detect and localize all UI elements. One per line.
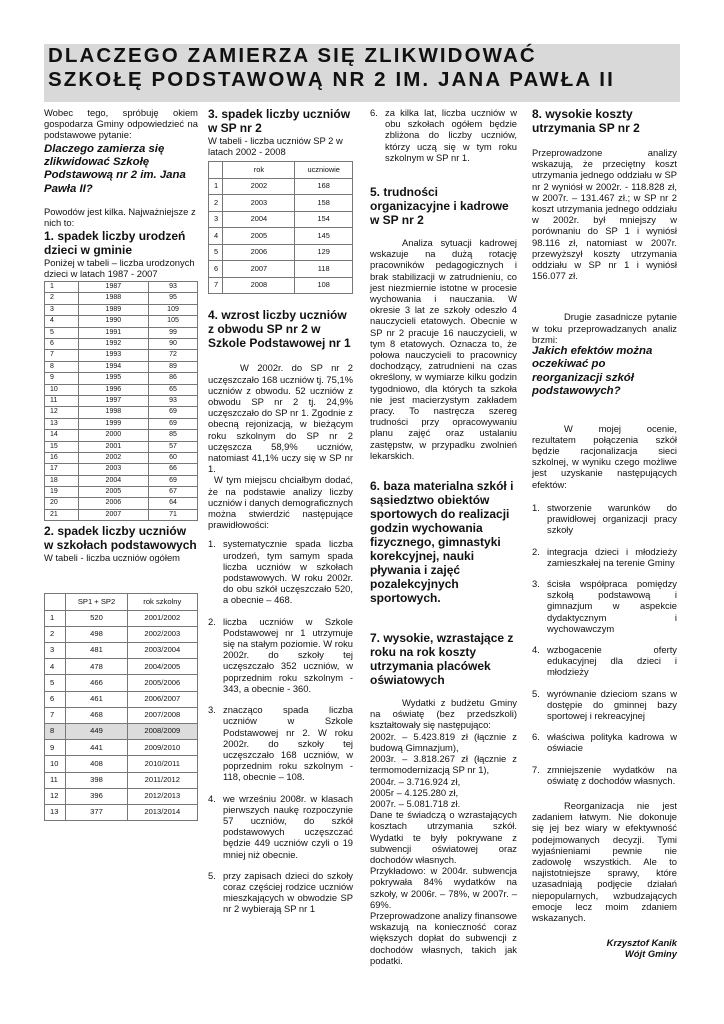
title-line-1: DLACZEGO ZAMIERZA SIĘ ZLIKWIDOWAĆ bbox=[48, 44, 537, 67]
table-cell: 396 bbox=[66, 788, 127, 804]
table-cell: 449 bbox=[66, 723, 127, 739]
table-cell: 2008/2009 bbox=[127, 723, 197, 739]
cost-line: 2003r. – 3.818.267 zł (łącznie z termomodernizacją SP nr 1), bbox=[370, 753, 517, 776]
column-4 bbox=[532, 107, 677, 960]
list-number: 3. bbox=[208, 704, 216, 716]
effects-intro: W mojej ocenie, rezultatem połączenia szkół będzie racjonalizacja sieci szkolnej, w wyniku czego możliwe jest uzyskanie następujących efektów: bbox=[532, 422, 677, 490]
table-cell: 89 bbox=[149, 361, 198, 372]
table-row bbox=[45, 643, 198, 659]
table-row bbox=[45, 756, 198, 772]
table-row bbox=[45, 804, 198, 820]
list-text: systematycznie spada liczba urodzeń, tym samym spada liczba uczniów w szkołach podstawowych. W roku 2002r. do obu szkół uczęszczało 520, a obecnie – 468. bbox=[223, 538, 353, 606]
table-row bbox=[209, 178, 353, 195]
table-cell: 468 bbox=[66, 707, 127, 723]
table-cell: 60 bbox=[149, 452, 198, 463]
table-cell: 2 bbox=[45, 293, 79, 304]
sp2-pupils-table bbox=[208, 161, 353, 294]
list-item bbox=[532, 764, 677, 786]
table-cell: SP1 + SP2 bbox=[66, 594, 127, 610]
table-row bbox=[45, 452, 198, 463]
table-cell: 5 bbox=[209, 244, 223, 261]
list-text: wyrównanie dzieciom szans w dostępie do gminnej bazy sportowej i rekreacyjnej bbox=[547, 687, 677, 721]
list-item bbox=[208, 870, 353, 915]
table-cell: 408 bbox=[66, 756, 127, 772]
section-6-heading: 6. baza materialna szkół i sąsiedztwo obiektów sportowych do realizacji godzin wychowania fizycznego, gimnastyki korekcyjnej, nauki pływania i zajęć pozalekcyjnych sportowych. bbox=[370, 479, 514, 606]
cost-line: 2007r. – 5.081.718 zł. bbox=[370, 797, 461, 809]
list-text: przy zapisach dzieci do szkoły coraz częściej rodzice uczniów mieszkających w obwodzie SP nr 2 wybierają SP nr 1 bbox=[223, 869, 353, 915]
table-cell: 7 bbox=[209, 277, 223, 294]
section-8-heading: 8. wysokie koszty utrzymania SP nr 2 bbox=[532, 107, 640, 135]
table-cell: 1990 bbox=[78, 316, 148, 327]
table-cell: 2005 bbox=[223, 228, 295, 245]
table-cell: 1996 bbox=[78, 384, 148, 395]
table-row bbox=[45, 407, 198, 418]
table-cell: 461 bbox=[66, 691, 127, 707]
table-cell: 1999 bbox=[78, 418, 148, 429]
table-cell: 398 bbox=[66, 772, 127, 788]
list-item bbox=[532, 546, 677, 568]
table-cell: 64 bbox=[149, 498, 198, 509]
table-cell: 466 bbox=[66, 675, 127, 691]
table-cell: 2013/2014 bbox=[127, 804, 197, 820]
section-1-desc: Poniżej w tabeli – liczba urodzonych dzieci w latach 1987 - 2007 bbox=[44, 256, 195, 279]
section-4-heading: 4. wzrost liczby uczniów z obwodu SP nr 2 w Szkole Podstawowej nr 1 bbox=[208, 308, 351, 351]
table-row bbox=[45, 430, 198, 441]
list-item bbox=[208, 538, 353, 605]
table-cell: 69 bbox=[149, 407, 198, 418]
table-row bbox=[45, 384, 198, 395]
table-cell: 93 bbox=[149, 282, 198, 293]
table-row bbox=[45, 691, 198, 707]
table-cell: 2003 bbox=[223, 195, 295, 212]
table-row bbox=[209, 277, 353, 294]
table-cell: 2004 bbox=[223, 211, 295, 228]
list-item bbox=[208, 793, 353, 860]
list-item bbox=[208, 704, 353, 782]
table-header bbox=[45, 594, 198, 610]
table-cell: 12 bbox=[45, 788, 66, 804]
section-7-paragraph-c: Przykładowo: w 2004r. subwencja pokrywała 84% wydatków na szkoły, w 2006r. – 78%, w 2007r. – 69%. bbox=[370, 865, 517, 910]
table-row bbox=[45, 339, 198, 350]
table-row bbox=[45, 475, 198, 486]
list-number: 2. bbox=[532, 545, 540, 557]
table-cell: 69 bbox=[149, 475, 198, 486]
table-cell: 1991 bbox=[78, 327, 148, 338]
table-row bbox=[209, 195, 353, 212]
section-5-paragraph: Analiza sytuacji kadrowej wskazuje na dużą rotację pracowników pedagogicznych i brak stabilizacji w zatrudnieniu, co jest niezmiernie istotne w procesie wychowania i nauczania. W okresie 3 lat ze szkoły odeszło 4 nauczycieli etatowych. Obecnie w SP nr 2 pracuje 16 nauczycieli, w tym 8 etatowych. Oznacza to, że połowa nauczycieli to pracownicy dochodzący, zatrudnieni na czas określony, w wymiarze kilku godzin tygodniowo, dla których ta szkoła nie jest macierzystym zakładem pracy. To nastręcza szereg trudności przy opracowywaniu planu zajęć oraz ustalaniu zastępstw, w przypadku zwolnień lekarskich. bbox=[370, 237, 517, 461]
table-cell: 2 bbox=[45, 626, 66, 642]
column-1 bbox=[44, 107, 198, 821]
table-cell: 2011/2012 bbox=[127, 772, 197, 788]
section-7-paragraph-d: Przeprowadzone analizy finansowe wskazują na konieczność coraz większych dopłat do subwencji z dochodów własnych, takich jak podatki. bbox=[370, 909, 517, 966]
table-cell: 11 bbox=[45, 395, 79, 406]
effects-list bbox=[532, 502, 677, 786]
births-table bbox=[44, 281, 198, 521]
second-question: Jakich efektów można oczekiwać po reorganizacji szkół podstawowych? bbox=[532, 345, 653, 398]
table-row bbox=[45, 740, 198, 756]
table-cell: 71 bbox=[149, 509, 198, 520]
table-cell: 158 bbox=[295, 195, 353, 212]
table-cell: 6 bbox=[45, 339, 79, 350]
list-text: stworzenie warunków do prawidłowej organizacji pracy szkoły bbox=[547, 501, 677, 536]
closing-paragraph: Reorganizacja nie jest zadaniem łatwym. Nie dokonuje się jej bez wiary w efektywność podejmowanych decyzji. Tymi wyjaśnieniami pewnie nie zadowolę wszystkich. Ale to najistotniejsze sprawy, które uzasadniają podjęcie działań niepopularnych, wzbudzających emocje lecz moim zdaniem wskazanych. bbox=[532, 799, 677, 923]
second-question-intro: Drugie zasadnicze pytanie w toku przeprowadzanych analiz brzmi: bbox=[532, 311, 677, 345]
list-number: 4. bbox=[532, 643, 540, 655]
section-7-paragraph-b: Dane te świadczą o wzrastających kosztach utrzymania szkół. Wydatki te były pokrywane z subwencji oświatowej oraz dochodów własnych. bbox=[370, 809, 517, 865]
column-2 bbox=[208, 107, 353, 925]
table-row bbox=[45, 361, 198, 372]
section-4-paragraph-b: W tym miejscu chciałbym dodać, że na podstawie analizy liczby uczniów i danych demograficznych można stwierdzić następujące prawidłowości: bbox=[208, 474, 353, 531]
table-cell: 8 bbox=[45, 723, 66, 739]
section-1-heading: 1. spadek liczby urodzeń dzieci w gminie bbox=[44, 228, 186, 257]
table-cell: 90 bbox=[149, 339, 198, 350]
list-number: 3. bbox=[532, 577, 540, 589]
section-4-paragraph: W 2002r. do SP nr 2 uczęszczało 168 uczniów tj. 75,1% uczniów z obwodu. 52 uczniów z obwodu SP nr 2 tj. 24,9% uczęszczało do SP nr 1. Zgodnie z obecną rejonizacją, w bieżącym roku szkolnym do SP nr 2 uczęszcza 58,9% uczniów, natomiast 41,1% uczy się w SP nr 1. bbox=[208, 362, 353, 475]
table-cell: 2001/2002 bbox=[127, 610, 197, 626]
table-cell: 3 bbox=[45, 304, 79, 315]
table-cell bbox=[45, 594, 66, 610]
main-question: Dlaczego zamierza się zlikwidować Szkołę Podstawową nr 2 im. Jana Pawła II? bbox=[44, 142, 186, 195]
table-row bbox=[45, 675, 198, 691]
signature-title: Wójt Gminy bbox=[624, 948, 677, 960]
table-row bbox=[45, 282, 198, 293]
reasons-intro: Powodów jest kilka. Najważniejsze z nich to: bbox=[44, 206, 196, 229]
table-cell: 14 bbox=[45, 430, 79, 441]
table-cell: 86 bbox=[149, 373, 198, 384]
table-cell: 2006 bbox=[78, 498, 148, 509]
table-header bbox=[209, 162, 353, 179]
table-cell: 95 bbox=[149, 293, 198, 304]
list-item bbox=[532, 502, 677, 536]
section-7-paragraph: Wydatki z budżetu Gminy na oświatę (bez przedszkoli) kształtowały się następująco: bbox=[370, 697, 517, 731]
list-text: we wrześniu 2008r. w klasach pierwszych naukę rozpoczynie 57 uczniów, do szkół podstawowych uczęszczać będzie 449 uczniów czyli o 19 mniej niż obecnie. bbox=[223, 792, 353, 860]
section-7-heading: 7. wysokie, wzrastające z roku na rok koszty utrzymania placówek oświatowych bbox=[370, 631, 514, 688]
table-cell: 1 bbox=[45, 610, 66, 626]
table-cell: 441 bbox=[66, 740, 127, 756]
table-cell: 65 bbox=[149, 384, 198, 395]
table-cell: 2002 bbox=[223, 178, 295, 195]
table-cell: 4 bbox=[45, 659, 66, 675]
table-row bbox=[45, 464, 198, 475]
table-row bbox=[209, 228, 353, 245]
table-cell: 520 bbox=[66, 610, 127, 626]
table-cell: 2008 bbox=[223, 277, 295, 294]
table-row bbox=[45, 373, 198, 384]
table-cell: 15 bbox=[45, 441, 79, 452]
table-row bbox=[45, 723, 198, 739]
cost-line: 2005r – 4.125.280 zł, bbox=[370, 786, 459, 798]
list-text: właściwa polityka kadrowa w oświacie bbox=[547, 731, 677, 754]
list-text: integracja dzieci i młodzieży zamieszkałej na terenie Gminy bbox=[547, 545, 677, 568]
table-cell: 2012/2013 bbox=[127, 788, 197, 804]
table-cell: 1 bbox=[45, 282, 79, 293]
table-cell: 85 bbox=[149, 430, 198, 441]
table-cell: 6 bbox=[45, 691, 66, 707]
list-number: 6. bbox=[532, 731, 540, 743]
table-cell: 7 bbox=[45, 707, 66, 723]
table-row bbox=[45, 610, 198, 626]
table-cell: 145 bbox=[295, 228, 353, 245]
table-cell: 1989 bbox=[78, 304, 148, 315]
list-text: liczba uczniów w Szkole Podstawowej nr 1 utrzymuje się na stałym poziomie. W roku 2002r. do szkoły tej uczęszczało 352 uczniów, w poprzednim roku szkolnym - 343, a obecnie - 360. bbox=[223, 615, 353, 694]
table-cell: 498 bbox=[66, 626, 127, 642]
table-cell: 72 bbox=[149, 350, 198, 361]
table-row bbox=[45, 316, 198, 327]
list-text: wzbogacenie oferty edukacyjnej dla dzieci i młodzieży bbox=[547, 643, 677, 678]
list-number: 7. bbox=[532, 763, 540, 775]
table-cell: 11 bbox=[45, 772, 66, 788]
list-item bbox=[208, 616, 353, 694]
list-number: 1. bbox=[532, 501, 540, 513]
table-row bbox=[209, 261, 353, 278]
table-cell: 481 bbox=[66, 643, 127, 659]
list-item bbox=[532, 731, 677, 753]
table-cell: 2000 bbox=[78, 430, 148, 441]
list-item bbox=[532, 688, 677, 722]
table-cell: 2009/2010 bbox=[127, 740, 197, 756]
table-row bbox=[45, 788, 198, 804]
table-cell: 2001 bbox=[78, 441, 148, 452]
table-cell: 6 bbox=[209, 261, 223, 278]
section-2-desc: W tabeli - liczba uczniów ogółem bbox=[44, 552, 180, 564]
table-cell: 2005/2006 bbox=[127, 675, 197, 691]
table-cell: 69 bbox=[149, 418, 198, 429]
table-cell bbox=[209, 162, 223, 179]
title-line-2: SZKOŁĘ PODSTAWOWĄ NR 2 IM. JANA PAWŁA II bbox=[48, 68, 615, 91]
table-cell: 3 bbox=[209, 211, 223, 228]
table-cell: 168 bbox=[295, 178, 353, 195]
table-cell: 5 bbox=[45, 675, 66, 691]
list-text: za kilka lat, liczba uczniów w obu szkołach ogółem będzie zbliżona do liczby uczniów, którzy uczą się w tym roku szkolnym w SP nr 1. bbox=[385, 107, 517, 163]
table-cell: 67 bbox=[149, 487, 198, 498]
table-cell: 2007 bbox=[223, 261, 295, 278]
table-cell: 2 bbox=[209, 195, 223, 212]
table-cell: 1 bbox=[209, 178, 223, 195]
list-number: 5. bbox=[532, 687, 540, 699]
table-cell: 13 bbox=[45, 804, 66, 820]
table-row bbox=[45, 293, 198, 304]
table-cell: 20 bbox=[45, 498, 79, 509]
table-cell: 105 bbox=[149, 316, 198, 327]
table-cell: 2006/2007 bbox=[127, 691, 197, 707]
table-cell: 2002/2003 bbox=[127, 626, 197, 642]
table-cell: 12 bbox=[45, 407, 79, 418]
table-row bbox=[45, 772, 198, 788]
section-3-heading: 3. spadek liczby uczniów w SP nr 2 bbox=[208, 107, 351, 135]
list-number: 2. bbox=[208, 615, 216, 627]
table-cell: 2003 bbox=[78, 464, 148, 475]
list-text: ścisła współpraca pomiędzy szkołą podstawową i gimnazjum w aspekcie dydaktycznym i wychowawczym bbox=[547, 577, 677, 634]
table-cell: uczniowie bbox=[295, 162, 353, 179]
table-row bbox=[45, 498, 198, 509]
table-cell: 17 bbox=[45, 464, 79, 475]
table-cell: 3 bbox=[45, 643, 66, 659]
table-row bbox=[45, 509, 198, 520]
table-row bbox=[45, 707, 198, 723]
table-cell: 2007 bbox=[78, 509, 148, 520]
table-cell: 2006 bbox=[223, 244, 295, 261]
observations-list-continued bbox=[370, 107, 517, 163]
list-number: 4. bbox=[208, 792, 216, 804]
table-row bbox=[45, 626, 198, 642]
section-8-paragraph: Przeprowadzone analizy wskazują, że przeciętny koszt utrzymania jednego oddziału w SP nr 2 wyniósł w 2002r. - 118.828 zł, w 2007r. – 131.467 zł.; w SP nr 2 koszt utrzymania jednego oddziału w 2002r. był mniejszy w porównaniu do SP 1 i wyniósł 98.116 zł, natomiast w 2007r. przewyższył koszty utrzymania oddziału w SP nr 1 i wyniósł 156.077 zł. bbox=[532, 147, 677, 282]
table-cell: 2010/2011 bbox=[127, 756, 197, 772]
table-cell: 377 bbox=[66, 804, 127, 820]
table-row bbox=[45, 487, 198, 498]
table-row bbox=[45, 327, 198, 338]
column-3 bbox=[370, 107, 517, 966]
cost-line: 2004r. – 3.716.924 zł, bbox=[370, 775, 461, 787]
table-cell: 21 bbox=[45, 509, 79, 520]
list-text: zmniejszenie wydatków na oświatę z dochodów własnych. bbox=[547, 763, 677, 786]
table-row bbox=[45, 304, 198, 315]
table-cell: 1993 bbox=[78, 350, 148, 361]
table-cell: 1987 bbox=[78, 282, 148, 293]
table-cell: 1992 bbox=[78, 339, 148, 350]
section-3-desc: W tabeli - liczba uczniów SP 2 w latach 2002 - 2008 bbox=[208, 135, 343, 158]
table-cell: 1998 bbox=[78, 407, 148, 418]
table-cell: 109 bbox=[149, 304, 198, 315]
table-row bbox=[45, 418, 198, 429]
section-5-heading: 5. trudności organizacyjne i kadrowe w SP nr 2 bbox=[370, 185, 509, 228]
table-cell: 129 bbox=[295, 244, 353, 261]
table-cell: 10 bbox=[45, 384, 79, 395]
table-cell: 2004/2005 bbox=[127, 659, 197, 675]
table-row bbox=[45, 350, 198, 361]
table-cell: 2004 bbox=[78, 475, 148, 486]
table-row bbox=[45, 441, 198, 452]
table-cell: 1994 bbox=[78, 361, 148, 372]
table-cell: rok bbox=[223, 162, 295, 179]
intro-paragraph: Wobec tego, spróbuję okiem gospodarza Gminy odpowiedzieć na podstawowe pytanie: bbox=[44, 107, 198, 141]
table-cell: 5 bbox=[45, 327, 79, 338]
table-cell: 13 bbox=[45, 418, 79, 429]
table-row bbox=[45, 395, 198, 406]
table-cell: 1997 bbox=[78, 395, 148, 406]
list-number: 6. bbox=[370, 107, 378, 118]
table-cell: 8 bbox=[45, 361, 79, 372]
table-cell: 2003/2004 bbox=[127, 643, 197, 659]
table-cell: 4 bbox=[209, 228, 223, 245]
table-cell: rok szkolny bbox=[127, 594, 197, 610]
table-cell: 10 bbox=[45, 756, 66, 772]
table-row bbox=[45, 659, 198, 675]
table-cell: 108 bbox=[295, 277, 353, 294]
table-cell: 9 bbox=[45, 373, 79, 384]
list-item bbox=[532, 578, 677, 634]
table-cell: 93 bbox=[149, 395, 198, 406]
table-cell: 7 bbox=[45, 350, 79, 361]
table-cell: 478 bbox=[66, 659, 127, 675]
table-cell: 4 bbox=[45, 316, 79, 327]
table-row bbox=[209, 211, 353, 228]
table-cell: 1995 bbox=[78, 373, 148, 384]
table-cell: 18 bbox=[45, 475, 79, 486]
table-cell: 2002 bbox=[78, 452, 148, 463]
table-cell: 2007/2008 bbox=[127, 707, 197, 723]
table-cell: 154 bbox=[295, 211, 353, 228]
table-cell: 66 bbox=[149, 464, 198, 475]
list-number: 5. bbox=[208, 869, 216, 881]
table-cell: 19 bbox=[45, 487, 79, 498]
table-cell: 9 bbox=[45, 740, 66, 756]
list-item bbox=[532, 644, 677, 678]
list-text: znacząco spada liczba uczniów w Szkole Podstawowej nr 2. W roku 2002r. do szkoły tej uczęszczało 168 uczniów, w poprzednim roku szkolnym - 118, obecnie – 108. bbox=[223, 704, 353, 783]
pupils-total-table bbox=[44, 593, 198, 821]
costs-list bbox=[370, 731, 517, 809]
section-2-heading: 2. spadek liczby uczniów w szkołach podstawowych bbox=[44, 524, 197, 553]
table-cell: 1988 bbox=[78, 293, 148, 304]
table-cell: 57 bbox=[149, 441, 198, 452]
table-cell: 118 bbox=[295, 261, 353, 278]
table-row bbox=[209, 244, 353, 261]
observations-list bbox=[208, 538, 353, 914]
signature-name: Krzysztof Kanik bbox=[606, 937, 677, 949]
table-cell: 2005 bbox=[78, 487, 148, 498]
article-title bbox=[44, 44, 680, 102]
list-number: 1. bbox=[208, 538, 216, 550]
table-cell: 99 bbox=[149, 327, 198, 338]
list-item bbox=[370, 107, 517, 163]
cost-line: 2002r. – 5.423.819 zł (łącznie z budową Gimnazjum), bbox=[370, 730, 517, 753]
table-cell: 16 bbox=[45, 452, 79, 463]
